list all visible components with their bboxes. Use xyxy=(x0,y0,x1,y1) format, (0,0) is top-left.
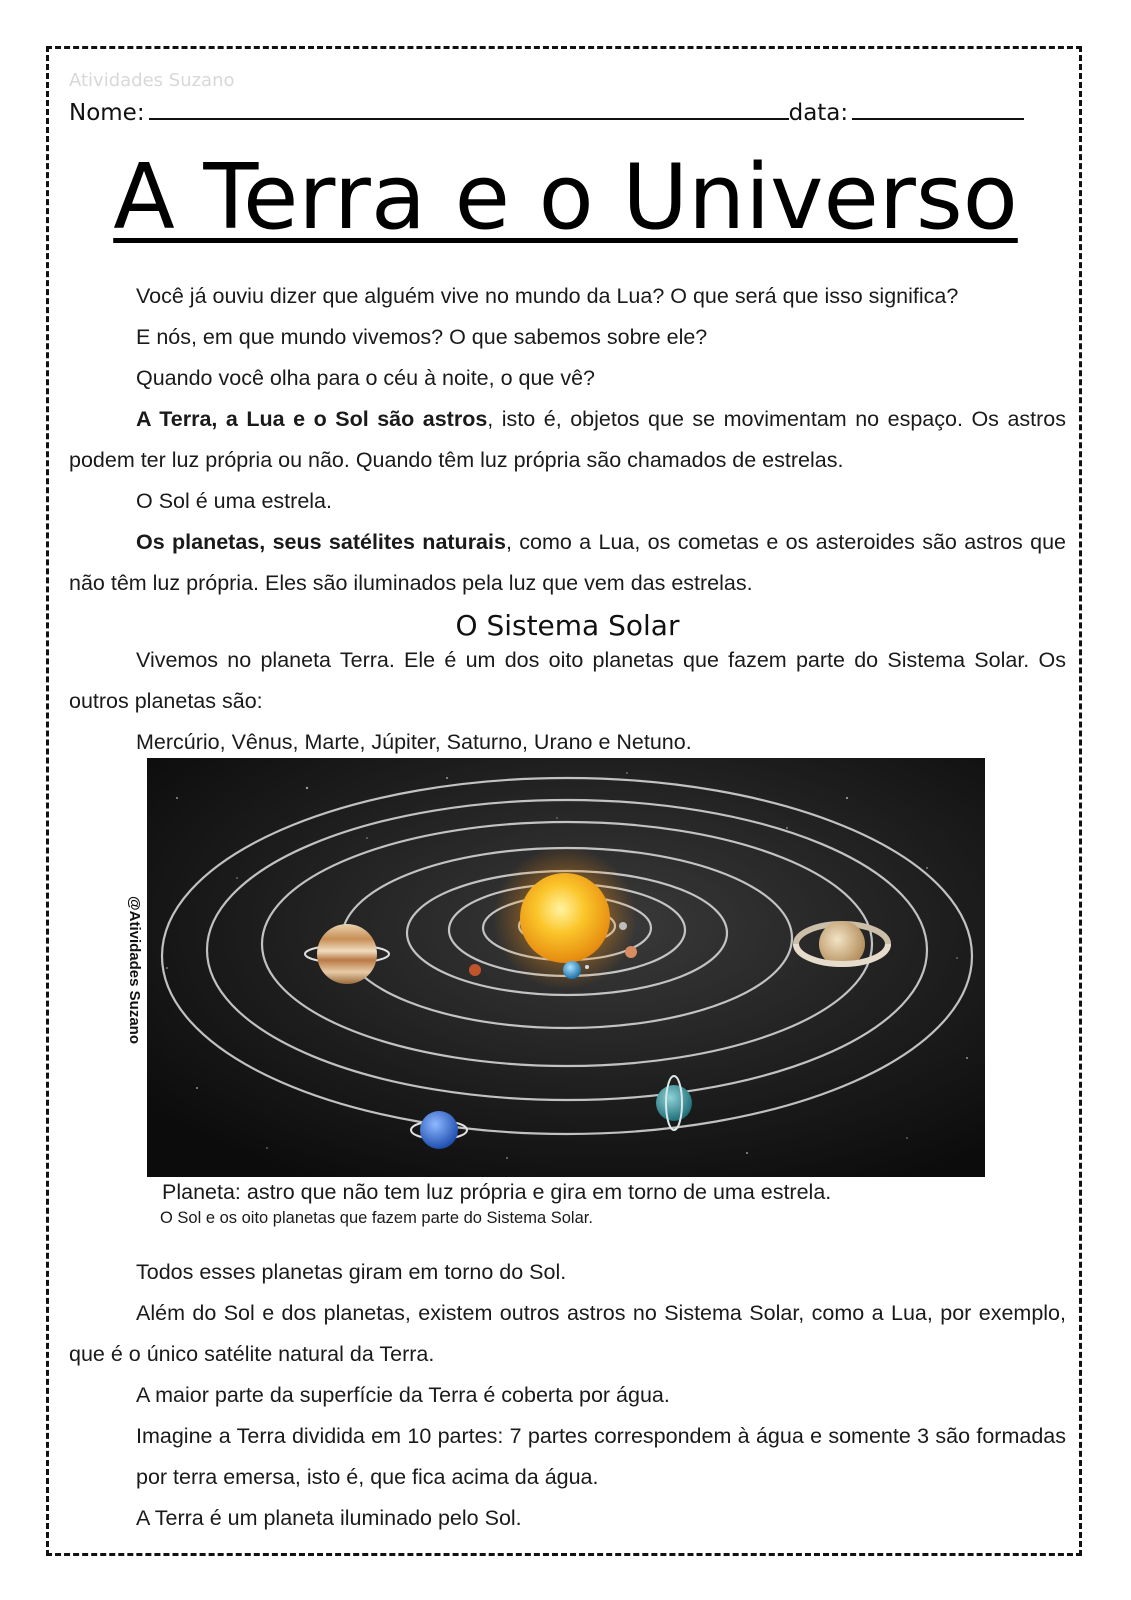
intro-paragraph-2: E nós, em que mundo vivemos? O que sabemos sobre ele? xyxy=(136,325,708,349)
side-credit: @Atividades Suzano xyxy=(126,896,143,1044)
section-title: O Sistema Solar xyxy=(455,609,680,642)
mercury xyxy=(619,922,627,930)
figure-caption-main: Planeta: astro que não tem luz própria e gira em torno de uma estrela. xyxy=(162,1180,832,1204)
page-title: A Terra e o Universo xyxy=(113,145,1018,250)
intro-p4-rest: , isto é, objetos que se movimentam no espaço. Os astros podem ter luz própria ou não. Quando têm luz própria são chamados de estrelas. xyxy=(69,407,1066,472)
name-label: Nome: xyxy=(69,100,145,126)
name-date-line xyxy=(69,96,1024,126)
intro-section xyxy=(69,276,1066,763)
figure-caption-small: O Sol e os oito planetas que fazem parte do Sistema Solar. xyxy=(160,1209,593,1227)
section-paragraph-1: Vivemos no planeta Terra. Ele é um dos oito planetas que fazem parte do Sistema Solar. Os outros planetas são: xyxy=(69,648,1066,713)
sun xyxy=(520,873,610,963)
date-field[interactable] xyxy=(852,96,1024,120)
moon xyxy=(585,965,589,969)
closing-paragraph-1: Todos esses planetas giram em torno do Sol. xyxy=(136,1260,567,1284)
solar-system-illustration xyxy=(147,758,985,1177)
date-label: data: xyxy=(788,100,849,126)
closing-paragraph-4: Imagine a Terra dividida em 10 partes: 7 partes correspondem à água e somente 3 são formadas por terra emersa, isto é, que fica acima da água. xyxy=(136,1424,1066,1489)
venus xyxy=(625,946,637,958)
earth xyxy=(563,961,581,979)
intro-p6-rest: , como a Lua, os cometas e os asteroides são astros que não têm luz própria. Eles são iluminados pela luz que vem das estrelas. xyxy=(69,530,1066,595)
intro-paragraph-1: Você já ouviu dizer que alguém vive no mundo da Lua? O que será que isso significa? xyxy=(136,284,959,308)
intro-paragraph-3: Quando você olha para o céu à noite, o que vê? xyxy=(136,366,596,390)
closing-section xyxy=(69,1252,1066,1539)
intro-paragraph-6 xyxy=(69,522,1066,604)
intro-paragraph-4 xyxy=(69,399,1066,481)
closing-paragraph-2: Além do Sol e dos planetas, existem outros astros no Sistema Solar, como a Lua, por exemplo, que é o único satélite natural da Terra. xyxy=(69,1301,1066,1366)
watermark: Atividades Suzano xyxy=(69,70,235,91)
closing-paragraph-5: A Terra é um planeta iluminado pelo Sol. xyxy=(136,1506,522,1530)
intro-p4-bold: A Terra, a Lua e o Sol são astros xyxy=(136,407,488,431)
planet-list: Mercúrio, Vênus, Marte, Júpiter, Saturno, Urano e Netuno. xyxy=(136,730,692,754)
closing-paragraph-3: A maior parte da superfície da Terra é coberta por água. xyxy=(136,1383,670,1407)
mars xyxy=(469,964,481,976)
intro-paragraph-5: O Sol é uma estrela. xyxy=(136,489,332,513)
solar-system-image xyxy=(147,758,985,1177)
name-field[interactable] xyxy=(149,96,789,120)
intro-p6-bold: Os planetas, seus satélites naturais xyxy=(136,530,506,554)
